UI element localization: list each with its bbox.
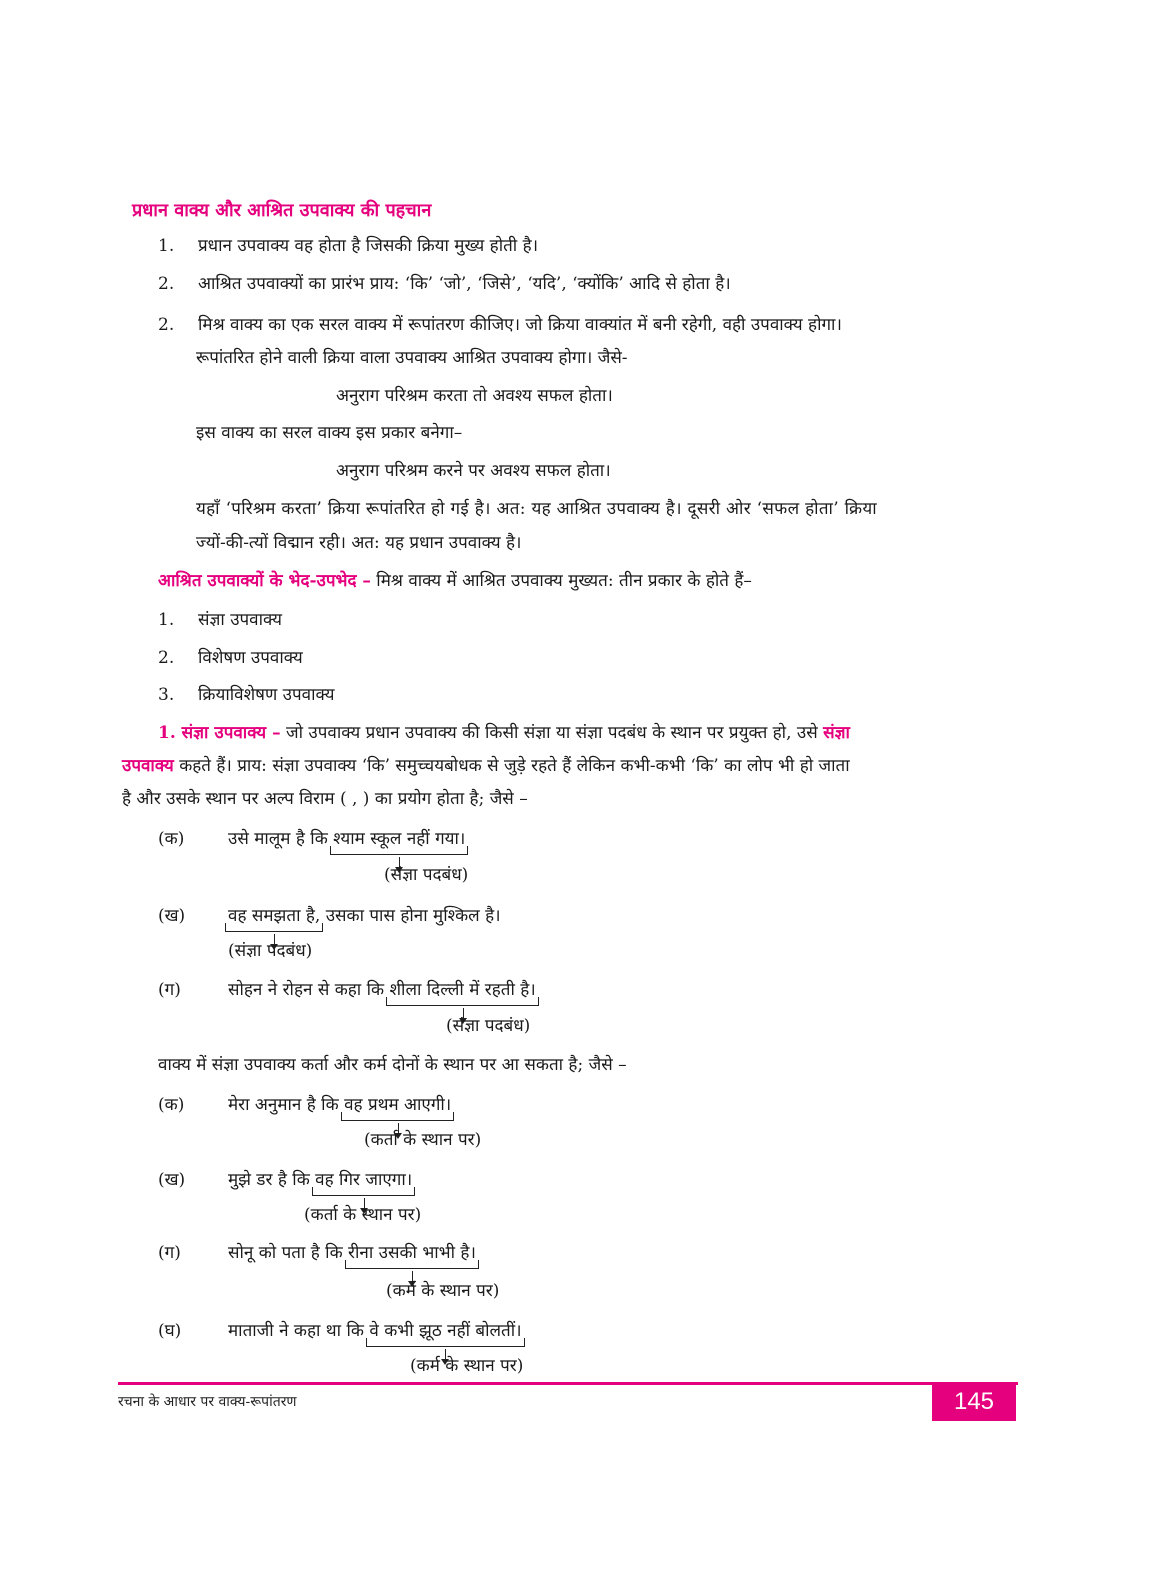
page-number: 145 <box>932 1383 1016 1421</box>
list-item: 3. क्रियाविशेषण उपवाक्य <box>158 685 335 705</box>
types-heading: आश्रित उपवाक्यों के भेद-उपभेद – <box>158 571 371 591</box>
list-item: 2. मिश्र वाक्य का एक सरल वाक्य में रूपांतरण कीजिए। जो क्रिया वाक्यांत में बनी रहेगी, वही उपवाक्य होगा। <box>158 315 842 335</box>
list-item: 1. प्रधान उपवाक्य वह होता है जिसकी क्रिया मुख्य होती है। <box>158 236 539 256</box>
clause-note: (कर्ता के स्थान पर) <box>304 1205 422 1225</box>
clause-note: (कर्ता के स्थान पर) <box>364 1130 482 1150</box>
definition-line-3: है और उसके स्थान पर अल्प विराम ( , ) का प्रयोग होता है; जैसे – <box>122 789 528 809</box>
example-sentence: अनुराग परिश्रम करता तो अवश्य सफल होता। <box>336 386 613 406</box>
types-paragraph: आश्रित उपवाक्यों के भेद-उपभेद – मिश्र वाक्य में आश्रित उपवाक्य मुख्यत: तीन प्रकार के होते हैं– <box>158 571 752 591</box>
clause-note: (कर्म के स्थान पर) <box>386 1281 500 1301</box>
definition-line-1: 1. संज्ञा उपवाक्य – जो उपवाक्य प्रधान उपवाक्य की किसी संज्ञा या संज्ञा पदबंध के स्थान पर प्रयुक्त हो, उसे संज्ञा <box>158 723 850 743</box>
footer-chapter-title: रचना के आधार पर वाक्य-रूपांतरण <box>118 1394 297 1410</box>
list-item-continuation: रूपांतरित होने वाली क्रिया वाला उपवाक्य आश्रित उपवाक्य होगा। जैसे- <box>196 348 628 368</box>
text-line: वाक्य में संज्ञा उपवाक्य कर्ता और कर्म दोनों के स्थान पर आ सकता है; जैसे – <box>158 1055 627 1075</box>
text-line: ज्यों-की-त्यों विद्मान रही। अत: यह प्रधान उपवाक्य है। <box>196 533 522 553</box>
list-item: 1. संज्ञा उपवाक्य <box>158 610 282 630</box>
example-sentence: अनुराग परिश्रम करने पर अवश्य सफल होता। <box>336 461 611 481</box>
example-row: (क) मेरा अनुमान है कि वह प्रथम आएगी। <box>158 1092 451 1115</box>
clause-note: (संज्ञा पदबंध) <box>446 1016 531 1036</box>
clause-note: (संज्ञा पदबंध) <box>384 865 469 885</box>
example-row: (ख) मुझे डर है कि वह गिर जाएगा। <box>158 1167 412 1190</box>
text-line: इस वाक्य का सरल वाक्य इस प्रकार बनेगा– <box>196 423 463 443</box>
section-heading: प्रधान वाक्य और आश्रित उपवाक्य की पहचान <box>132 200 432 221</box>
example-row: (क) उसे मालूम है कि श्याम स्कूल नहीं गया। <box>158 826 465 849</box>
clause-note: (कर्म के स्थान पर) <box>410 1356 524 1376</box>
list-item: 2. विशेषण उपवाक्य <box>158 648 303 668</box>
example-row: (ग) सोनू को पता है कि रीना उसकी भाभी है। <box>158 1240 476 1263</box>
list-item: 2. आश्रित उपवाक्यों का प्रारंभ प्राय: ‘कि’ ‘जो’, ‘जिसे’, ‘यदि’, ‘क्योंकि’ आदि से होता है। <box>158 274 731 294</box>
text-line: यहाँ ‘परिश्रम करता’ क्रिया रूपांतरित हो गई है। अत: यह आश्रित उपवाक्य है। दूसरी ओर ‘सफल होता’ क्रिया <box>196 499 877 519</box>
example-row: (घ) माताजी ने कहा था कि वे कभी झूठ नहीं बोलतीं। <box>158 1318 522 1341</box>
clause-note: (संज्ञा पदबंध) <box>228 941 313 961</box>
example-row: (ख) वह समझता है, उसका पास होना मुश्किल है। <box>158 903 501 926</box>
footer-divider <box>118 1382 1018 1385</box>
definition-line-2: उपवाक्य कहते हैं। प्राय: संज्ञा उपवाक्य ‘कि’ समुच्चयबोधक से जुड़े रहते हैं लेकिन कभी-कभी ‘कि’ का लोप भी हो जाता <box>122 756 850 776</box>
example-row: (ग) सोहन ने रोहन से कहा कि शीला दिल्ली में रहती है। <box>158 977 536 1000</box>
